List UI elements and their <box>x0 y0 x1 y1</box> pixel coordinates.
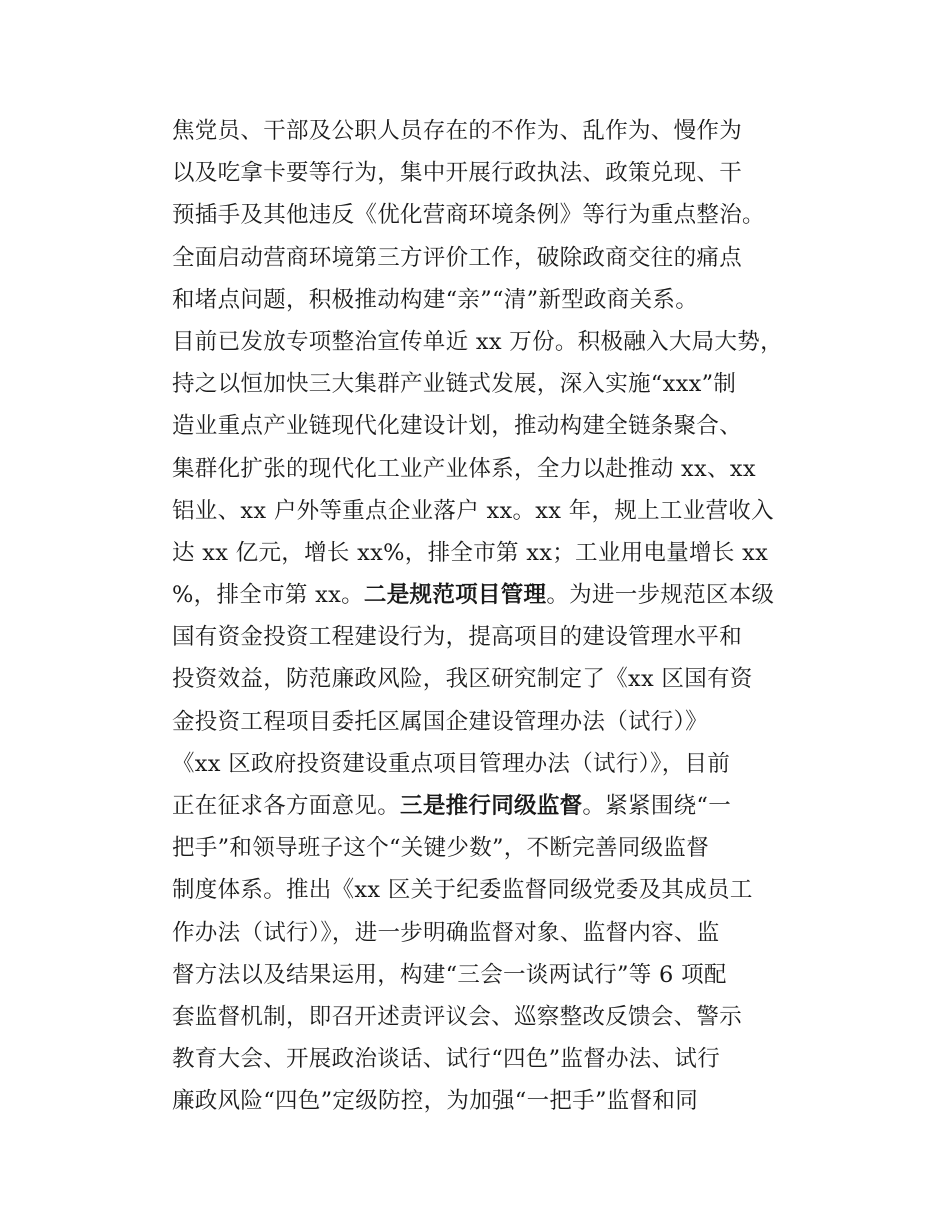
text-line: 投资效益，防范廉政风险，我区研究制定了《xx 区国有资 <box>172 666 753 693</box>
text-line: 廉政风险“四色”定级防控，为加强“一把手”监督和同 <box>172 1088 699 1115</box>
text-line-with-heading <box>172 785 822 827</box>
text-line: 制度体系。推出《xx 区关于纪委监督同级党委及其成员工 <box>172 877 753 904</box>
text-line: 造业重点产业链现代化建设计划，推动构建全链条聚合、 <box>172 413 743 440</box>
text-line: 金投资工程项目委托区属国企建设管理办法（试行）》 <box>172 708 708 735</box>
text-line: 套监督机制，即召开述责评议会、巡察整改反馈会、警示 <box>172 1003 743 1030</box>
section-heading-2: 二是规范项目管理 <box>363 582 547 609</box>
text-line: 持之以恒加快三大集群产业链式发展，深入实施“xxx”制 <box>172 371 737 398</box>
text-line: 教育大会、开展政治谈话、试行“四色”监督办法、试行 <box>172 1046 721 1073</box>
text-line: 《xx 区政府投资建设重点项目管理办法（试行）》，目前 <box>172 750 731 777</box>
text-line: 全面启动营商环境第三方评价工作，破除政商交往的痛点 <box>172 244 743 271</box>
text-line: 作办法（试行）》，进一步明确监督对象、监督内容、监 <box>172 919 720 946</box>
text-line: 达 xx 亿元，增长 xx%，排全市第 xx；工业用电量增长 xx <box>172 539 769 566</box>
text-line: 把手”和领导班子这个“关键少数”，不断完善同级监督 <box>172 835 710 862</box>
text-line: 督方法以及结果运用，构建“三会一谈两试行”等 6 项配 <box>172 961 727 988</box>
text-line: 国有资金投资工程建设行为，提高项目的建设管理水平和 <box>172 624 743 651</box>
text-segment: %，排全市第 xx。 <box>172 582 364 609</box>
text-line: 以及吃拿卡要等行为，集中开展行政执法、政策兑现、干 <box>172 160 743 187</box>
text-line: 焦党员、干部及公职人员存在的不作为、乱作为、慢作为 <box>172 118 743 144</box>
text-segment: 。紧紧围绕“一 <box>582 793 732 819</box>
text-line: 预插手及其他违反《优化营商环境条例》等行为重点整治。 <box>172 202 765 229</box>
text-line: 目前已发放专项整治宣传单近 xx 万份。积极融入大局大势， <box>172 328 783 355</box>
section-heading-3: 三是推行同级监督 <box>400 793 583 819</box>
text-line-with-heading <box>172 574 822 616</box>
body-text <box>172 110 822 1123</box>
text-line: 和堵点问题，积极推动构建“亲”“清”新型政商关系。 <box>172 286 699 313</box>
text-segment: 。为进一步规范区本级 <box>546 582 775 609</box>
text-line: 铝业、xx 户外等重点企业落户 xx。xx 年，规上工业营收入 <box>172 497 774 524</box>
text-line: 集群化扩张的现代化工业产业体系，全力以赴推动 xx、xx <box>172 455 756 482</box>
text-segment: 正在征求各方面意见。 <box>172 793 401 819</box>
